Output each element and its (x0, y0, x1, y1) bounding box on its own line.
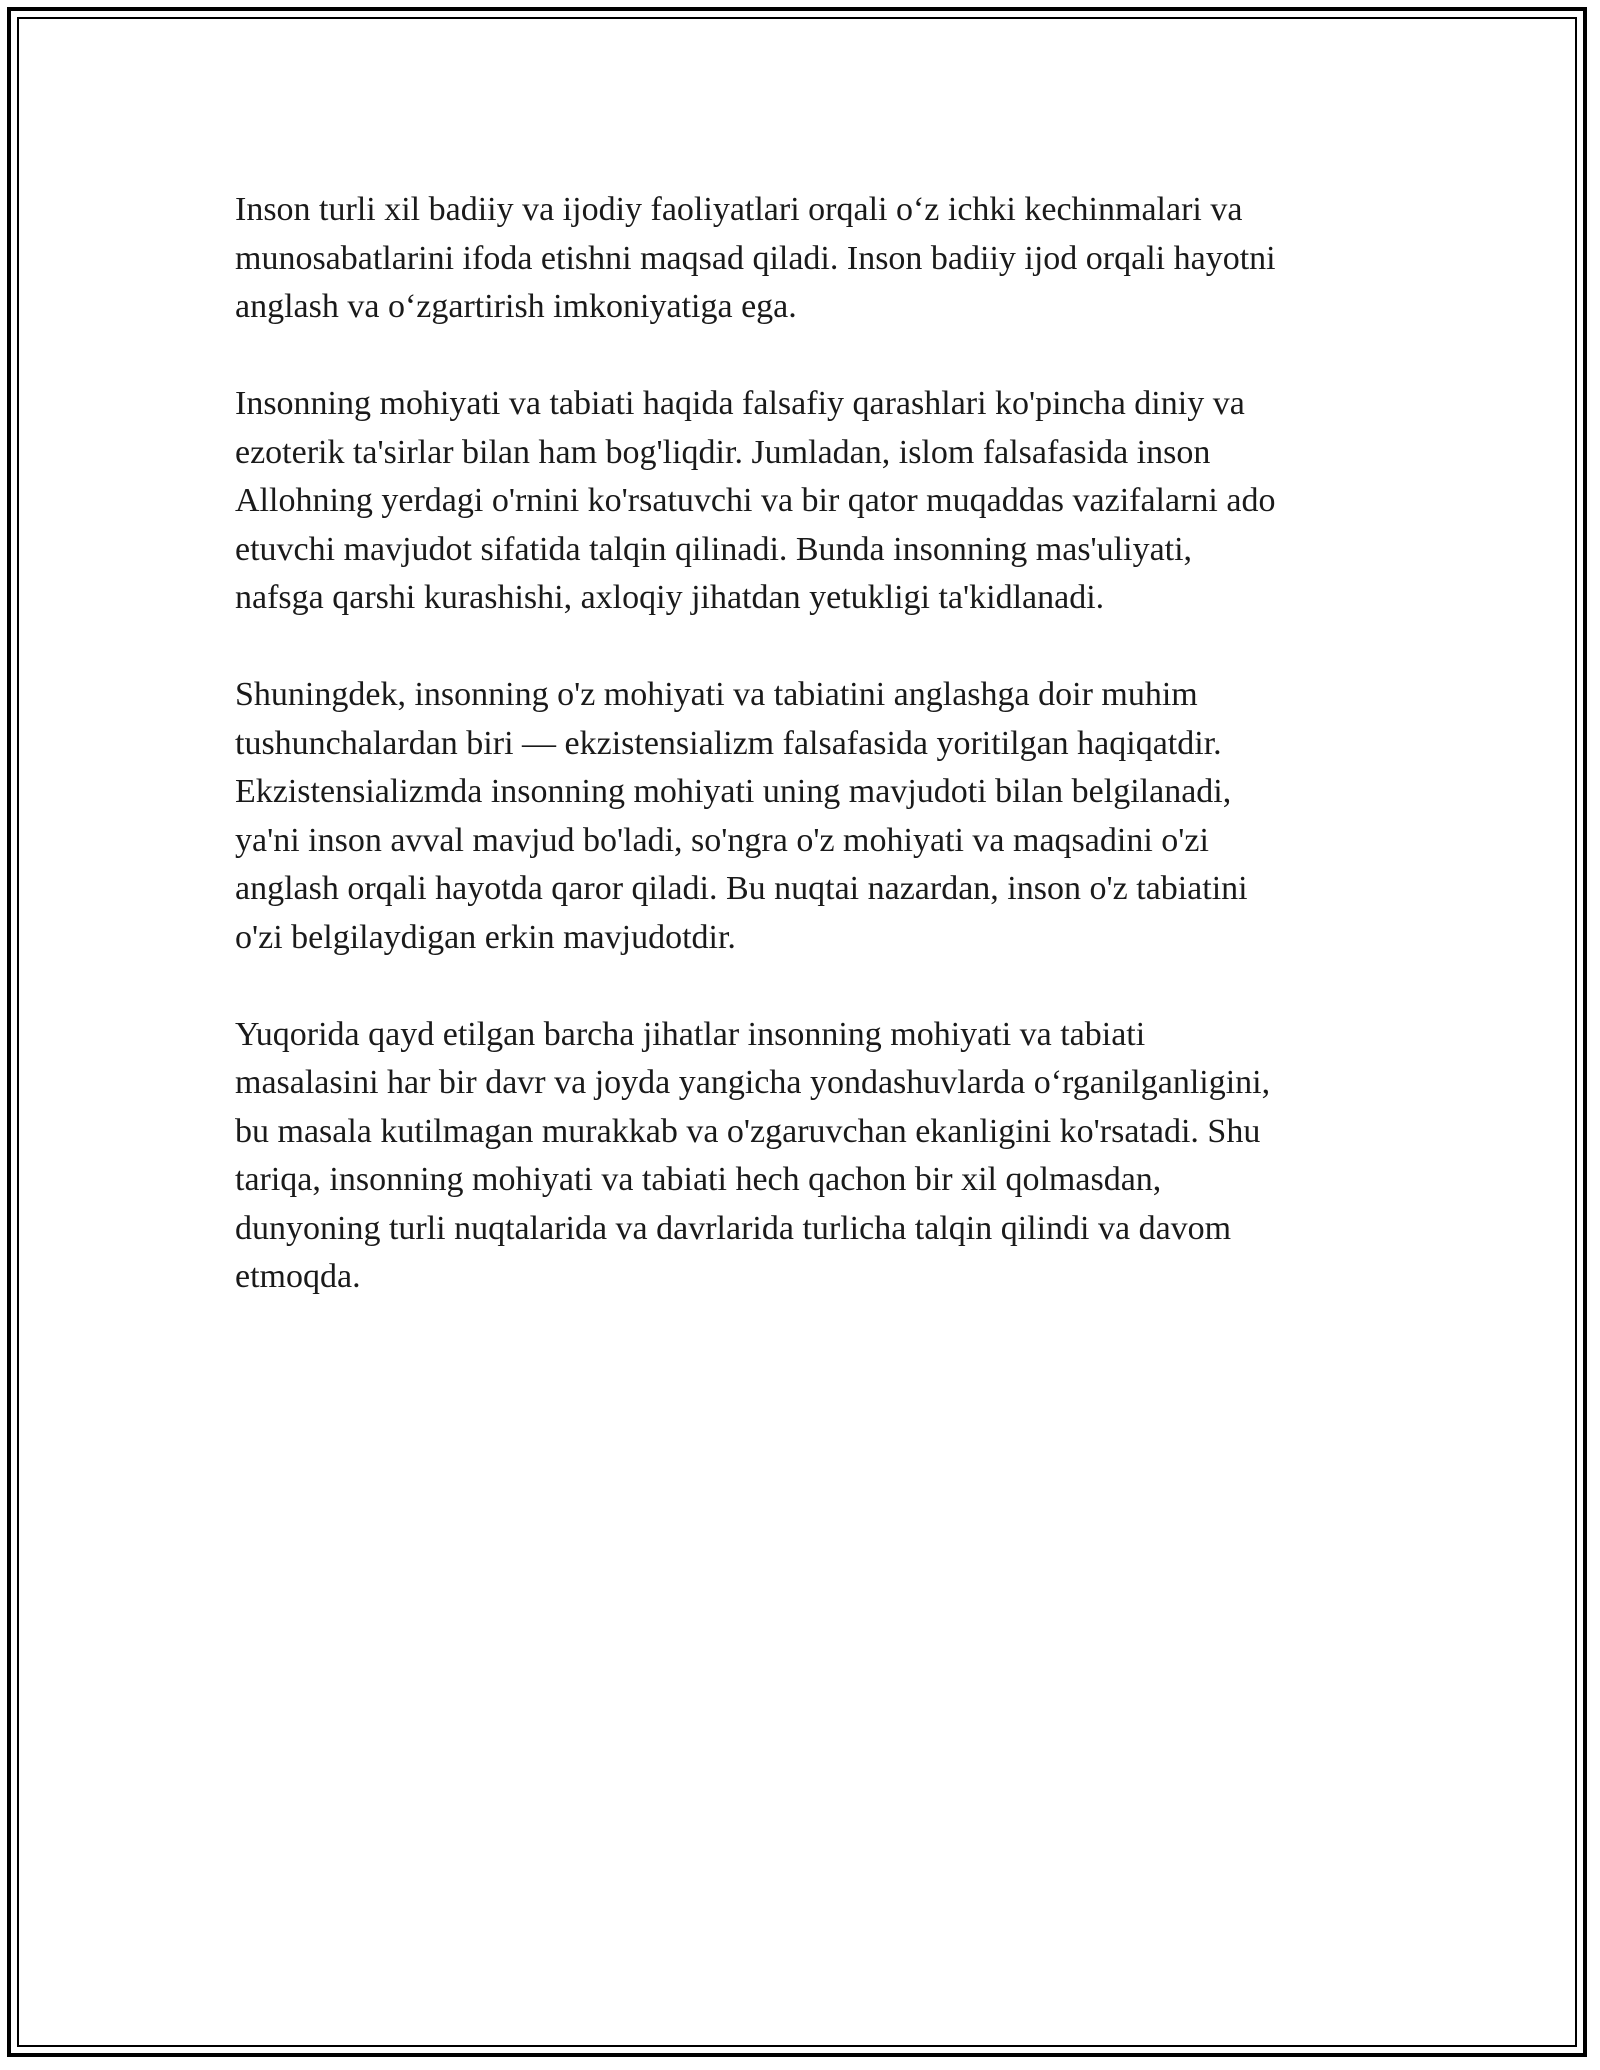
paragraph-4: Yuqorida qayd etilgan barcha jihatlar insonning mohiyati va tabiati masalasini har bir davr va joyda yangicha yondashuvlarda o‘rganilganligini, bu masala kutilmagan murakkab va o'zgaruvchan ekanligini ko'rsatadi. Shu tariqa, insonning mohiyati va tabiati hech qachon bir xil qolmasdan, dunyoning turli nuqtalarida va davrlarida turlicha talqin qilindi va davom etmoqda. (235, 1015, 1271, 1295)
paragraph-1: Inson turli xil badiiy va ijodiy faoliyatlari orqali o‘z ichki kechinmalari va munosabatlarini ifoda etishni maqsad qiladi. Inson badiiy ijod orqali hayotni anglash va o‘zgartirish imkoniyatiga ega. (235, 191, 1276, 325)
paragraph-3: Shuningdek, insonning o'z mohiyati va tabiatini anglashga doir muhim tushunchalardan biri — ekzistensializm falsafasida yoritilgan haqiqatdir. Ekzistensializmda insonning mohiyati uning mavjudoti bilan belgilanadi, ya'ni inson avval mavjud bo'ladi, so'ngra o'z mohiyati va maqsadini o'zi anglash orqali hayotda qaror qiladi. Bu nuqtai nazardan, inson o'z tabiatini o'zi belgilaydigan erkin mavjudotdir. (235, 676, 1248, 956)
paragraph-2: Insonning mohiyati va tabiati haqida falsafiy qarashlari ko'pincha diniy va ezoterik ta'sirlar bilan ham bog'liqdir. Jumladan, islom falsafasida inson Allohning yerdagi o'rnini ko'rsatuvchi va bir qator muqaddas vazifalarni ado etuvchi mavjudot sifatida talqin qilinadi. Bunda insonning mas'uliyati, nafsga qarshi kurashishi, axloqiy jihatdan yetukligi ta'kidlanadi. (235, 385, 1276, 616)
document-body (235, 186, 1375, 1350)
